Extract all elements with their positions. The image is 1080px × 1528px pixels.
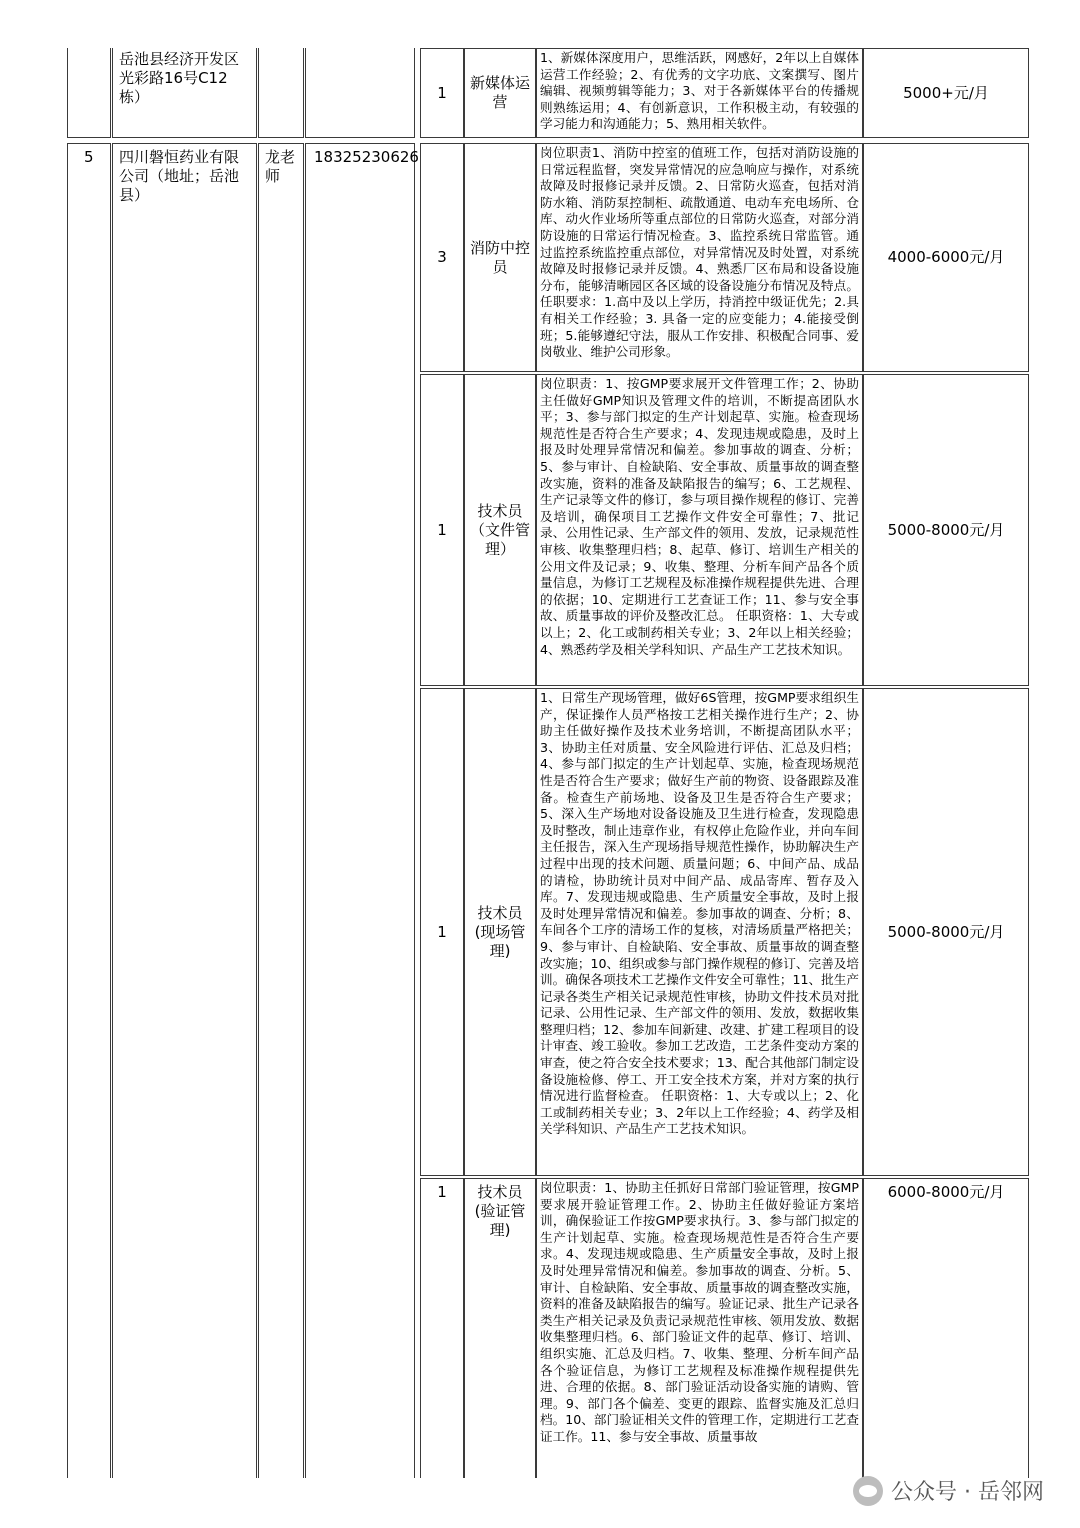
job-count: 1 <box>437 520 447 539</box>
position-cell <box>464 1178 536 1478</box>
job-position: 新媒体运营 <box>469 74 530 111</box>
contact-cell-cont <box>258 48 304 138</box>
company-contact-cell <box>258 143 304 1478</box>
salary-cell <box>863 143 1029 372</box>
company-contact: 龙老师 <box>265 148 296 185</box>
requirements-cell <box>536 688 863 1176</box>
position-cell <box>464 48 536 138</box>
watermark-text: 公众号 · 岳邻网 <box>891 1480 1044 1505</box>
position-cell <box>464 688 536 1176</box>
requirements-cell <box>536 1178 863 1478</box>
requirements-cell <box>536 374 863 686</box>
job-salary: 5000-8000元/月 <box>887 922 1005 941</box>
job-requirements: 岗位职责：1、按GMP要求展开文件管理工作；2、协助主任做好GMP知识及管理文件的培训，不断提高团队水平；3、参与部门拟定的生产计划起草、实施。检查现场规范性是否符合生产要求；4、发现违规或隐患，及时上报及时处理异常情况和偏差。参加事故的调查、分析；5、参与审计、自检缺陷、安全事故、质量事故的调查整改实施，资料的准备及缺陷报告的编写；6、工艺规程、生产记录等文件的修订，参与项目操作规程的修订、完善及培训，确保项目工艺操作文件安全可靠性；7、批记录、公用性记录、生产部文件的领用、发放，记录规范性审核、收集整理归档；8、起草、修订、培训生产相关的公用文件及记录；9、收集、整理、分析车间产品各个质量信息，为修订工艺规程及标准操作规程提供先进、合理的依据；10、定期进行工艺查证工作；11、参与安全事故、质量事故的评价及整改汇总。 任职资格：1、大专或以上；2、化工或制药相关专业；3、2年以上相关经验；4、熟悉药学及相关学科知识、产品生产工艺技术知识。 <box>540 376 859 657</box>
requirements-cell <box>536 143 863 372</box>
count-cell <box>420 1178 464 1478</box>
requirements-cell <box>536 48 863 138</box>
job-count: 1 <box>437 1183 447 1201</box>
company-index-cell <box>67 143 111 1478</box>
count-cell <box>420 143 464 372</box>
company-address-cell <box>112 48 257 138</box>
job-count: 3 <box>437 248 447 266</box>
job-position: 技术员(验证管理) <box>474 1183 526 1239</box>
company-name-cell <box>112 143 257 1478</box>
job-count: 1 <box>437 83 447 102</box>
job-salary: 5000+元/月 <box>903 83 989 102</box>
job-requirements: 岗位职责1、消防中控室的值班工作，包括对消防设施的日常远程监督，突发异常情况的应急响应与操作，对系统故障及时报修记录并反馈。2、日常防火巡查，包括对消防水箱、消防泵控制柜、疏散通道、电动车充电场所、仓库、动火作业场所等重点部位的日常防火巡查，对部分消防设施的日常运行情况检查。3、监控系统日常监管。通过监控系统监控重点部位，对异常情况及时处置，对系统故障及时报修记录并反馈。4、熟悉厂区布局和设备设施分布，能够清晰园区各区域的设备设施分布情况及特点。 任职要求：1.高中及以上学历，持消控中级证优先；2.具有相关工作经验；3. 具备一定的应变能力；4.能接受倒班；5.能够遵纪守法，服从工作安排、积极配合同事、爱岗敬业、维护公司形象。 <box>540 145 859 360</box>
count-cell <box>420 48 464 138</box>
position-cell <box>464 374 536 686</box>
job-position: 技术员(现场管理) <box>474 903 526 960</box>
salary-cell <box>863 688 1029 1176</box>
count-cell <box>420 374 464 686</box>
company-phone-cell <box>305 143 419 1478</box>
watermark <box>853 1475 1044 1506</box>
salary-cell <box>863 48 1029 138</box>
job-requirements: 1、日常生产现场管理，做好6S管理，按GMP要求组织生产，保证操作人员严格按工艺相关操作进行生产；2、协助主任做好操作及技术业务培训，不断提高团队水平；3、协助主任对质量、安全风险进行评估、汇总及归档；4、参与部门拟定的生产计划起草、实施，检查现场规范性是否符合生产要求；做好生产前的物资、设备跟踪及准备。检查生产前场地、设备及卫生是否符合生产要求；5、深入生产场地对设备设施及卫生进行检查，发现隐患及时整改，制止违章作业，有权停止危险作业，并向车间主任报告，深入生产现场指导规范性操作，协助解决生产过程中出现的技术问题、质量问题；6、中间产品、成品的请检，协助统计员对中间产品、成品寄库、暂存及入库。7、发现违规或隐患、生产质量安全事故，及时上报及时处理异常情况和偏差。参加事故的调查、分析；8、车间各个工序的清场工作的复核，对清场质量严格把关；9、参与审计、自检缺陷、安全事故、质量事故的调查整改实施；10、组织或参与部门操作规程的修订、完善及培训。确保各项技术工艺操作文件安全可靠性；11、批生产记录各类生产相关记录规范性审核，协助文件技术员对批记录、公用性记录、生产部文件的领用、发放，数据收集整理归档；12、参加车间新建、改建、扩建工程项目的设计审查、竣工验收。参加工艺改造，工艺条件变动方案的审查，使之符合安全技术要求；13、配合其他部门制定设备设施检修、停工、开工安全技术方案，并对方案的执行情况进行监督检查。 任职资格：1、大专或以上；2、化工或制药相关专业；3、2年以上工作经验；4、药学及相关学科知识、产品生产工艺技术知识。 <box>540 690 859 1137</box>
job-salary: 5000-8000元/月 <box>887 520 1005 539</box>
job-requirements: 岗位职责：1、协助主任抓好日常部门验证管理，按GMP要求展开验证管理工作。2、协助主任做好验证方案培训，确保验证工作按GMP要求执行。3、参与部门拟定的生产计划起草、实施。检查现场规范性是否符合生产要求。4、发现违规或隐患、生产质量安全事故，及时上报及时处理异常情况和偏差。参加事故的调查、分析。5、审计、自检缺陷、安全事故、质量事故的调查整改实施，资料的准备及缺陷报告的编写。验证记录、批生产记录各类生产相关记录及负责记录规范性审核、领用发放、数据收集整理归档。6、部门验证文件的起草、修订、培训、组织实施、汇总及归档。7、收集、整理、分析车间产品各个验证信息，为修订工艺规程及标准操作规程提供先进、合理的依据。8、部门验证活动设备实施的请购、管理。9、部门各个偏差、变更的跟踪、监督实施及汇总归档。10、部门验证相关文件的管理工作，定期进行工艺查证工作。11、参与安全事故、质量事故 <box>540 1180 859 1444</box>
wechat-icon <box>853 1476 883 1506</box>
job-requirements: 1、新媒体深度用户，思维活跃，网感好，2年以上自媒体运营工作经验；2、有优秀的文字功底、文案撰写、图片编辑、视频剪辑等能力；3、对于各新媒体平台的传播规则熟练运用；4、有创新意识，工作积极主动，有较强的学习能力和沟通能力；5、熟用相关软件。 <box>540 50 859 132</box>
salary-cell <box>863 374 1029 686</box>
job-salary: 6000-8000元/月 <box>887 1183 1005 1201</box>
phone-cell-cont <box>305 48 415 138</box>
company-name: 四川磐恒药业有限公司（地址；岳池县） <box>119 148 240 204</box>
company-address-tail: 岳池县经济开发区光彩路16号C12栋） <box>119 50 240 106</box>
company-phone: 18325230626 <box>314 148 419 166</box>
company-index: 5 <box>84 148 94 166</box>
job-count: 1 <box>437 922 447 941</box>
count-cell <box>420 688 464 1176</box>
salary-cell <box>863 1178 1029 1478</box>
job-position: 消防中控员 <box>469 238 530 276</box>
job-salary: 4000-6000元/月 <box>887 248 1005 266</box>
position-cell <box>464 143 536 372</box>
index-cell-cont <box>67 48 111 138</box>
job-position: 技术员（文件管理） <box>469 501 530 558</box>
